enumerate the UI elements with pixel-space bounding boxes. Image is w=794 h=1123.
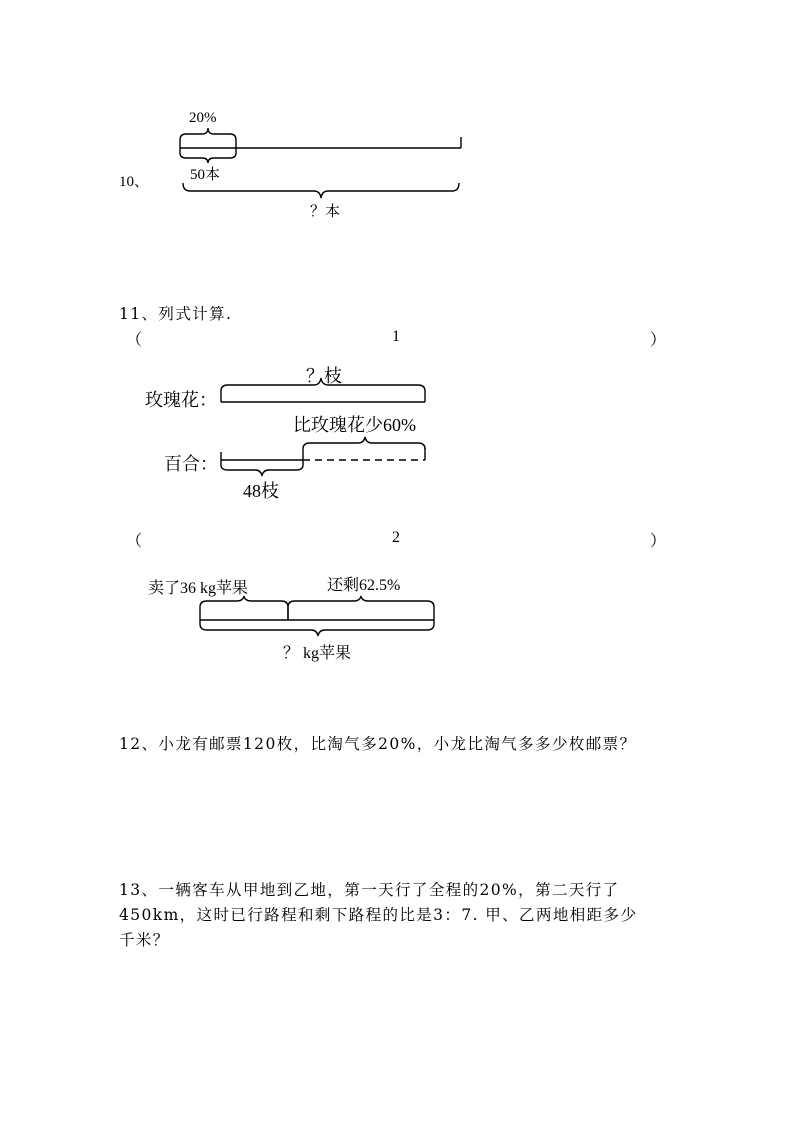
q12-text: 12、小龙有邮票120枚，比淘气多20%，小龙比淘气多多少枚邮票？ [119, 735, 637, 753]
q11-rose-total: ？枝 [306, 366, 342, 386]
q11-part2-close-paren: ） [650, 533, 667, 550]
q11-lily-value: 48枝 [243, 481, 279, 501]
q10-total-brace [183, 183, 459, 198]
q11-apple-total-brace [200, 620, 434, 636]
q11-part1-open-paren: （ [126, 332, 143, 349]
q13-line3: 千米？ [119, 931, 170, 949]
q11-lily-brace [221, 460, 303, 476]
q10-top-brace [180, 128, 236, 148]
q11-apple-total-label: ？ kg苹果 [283, 645, 352, 662]
q11-difference-label: 比玫瑰花少60% [293, 415, 416, 435]
q11-difference-brace [303, 437, 425, 460]
q13-line2: 450km，这时已行路程和剩下路程的比是3：7. 甲、乙两地相距多少 [119, 906, 638, 924]
q11-part2-open-paren: （ [126, 533, 143, 550]
q11-title: 11、列式计算. [119, 305, 233, 323]
q11-rose-label: 玫瑰花： [145, 390, 217, 410]
q11-part2-number: 2 [392, 529, 400, 546]
q11-part1-close-paren: ） [650, 332, 667, 349]
q11-sold-brace [200, 596, 288, 620]
q11-remaining-label: 还剩62.5% [327, 577, 401, 594]
q11-remaining-brace [288, 596, 434, 620]
q11-sold-label: 卖了36 kg苹果 [148, 580, 249, 597]
q13-line1: 13、一辆客车从甲地到乙地，第一天行了全程的20%，第二天行了 [119, 881, 620, 899]
q10-total-label: ？本 [310, 204, 341, 220]
q11-part1-number: 1 [392, 328, 400, 345]
q10-top-label: 20% [189, 110, 217, 126]
q11-lily-label: 百合： [164, 454, 218, 474]
q10-number: 10、 [119, 174, 150, 190]
q10-part-brace [180, 148, 236, 163]
q10-part-label: 50本 [190, 167, 221, 183]
